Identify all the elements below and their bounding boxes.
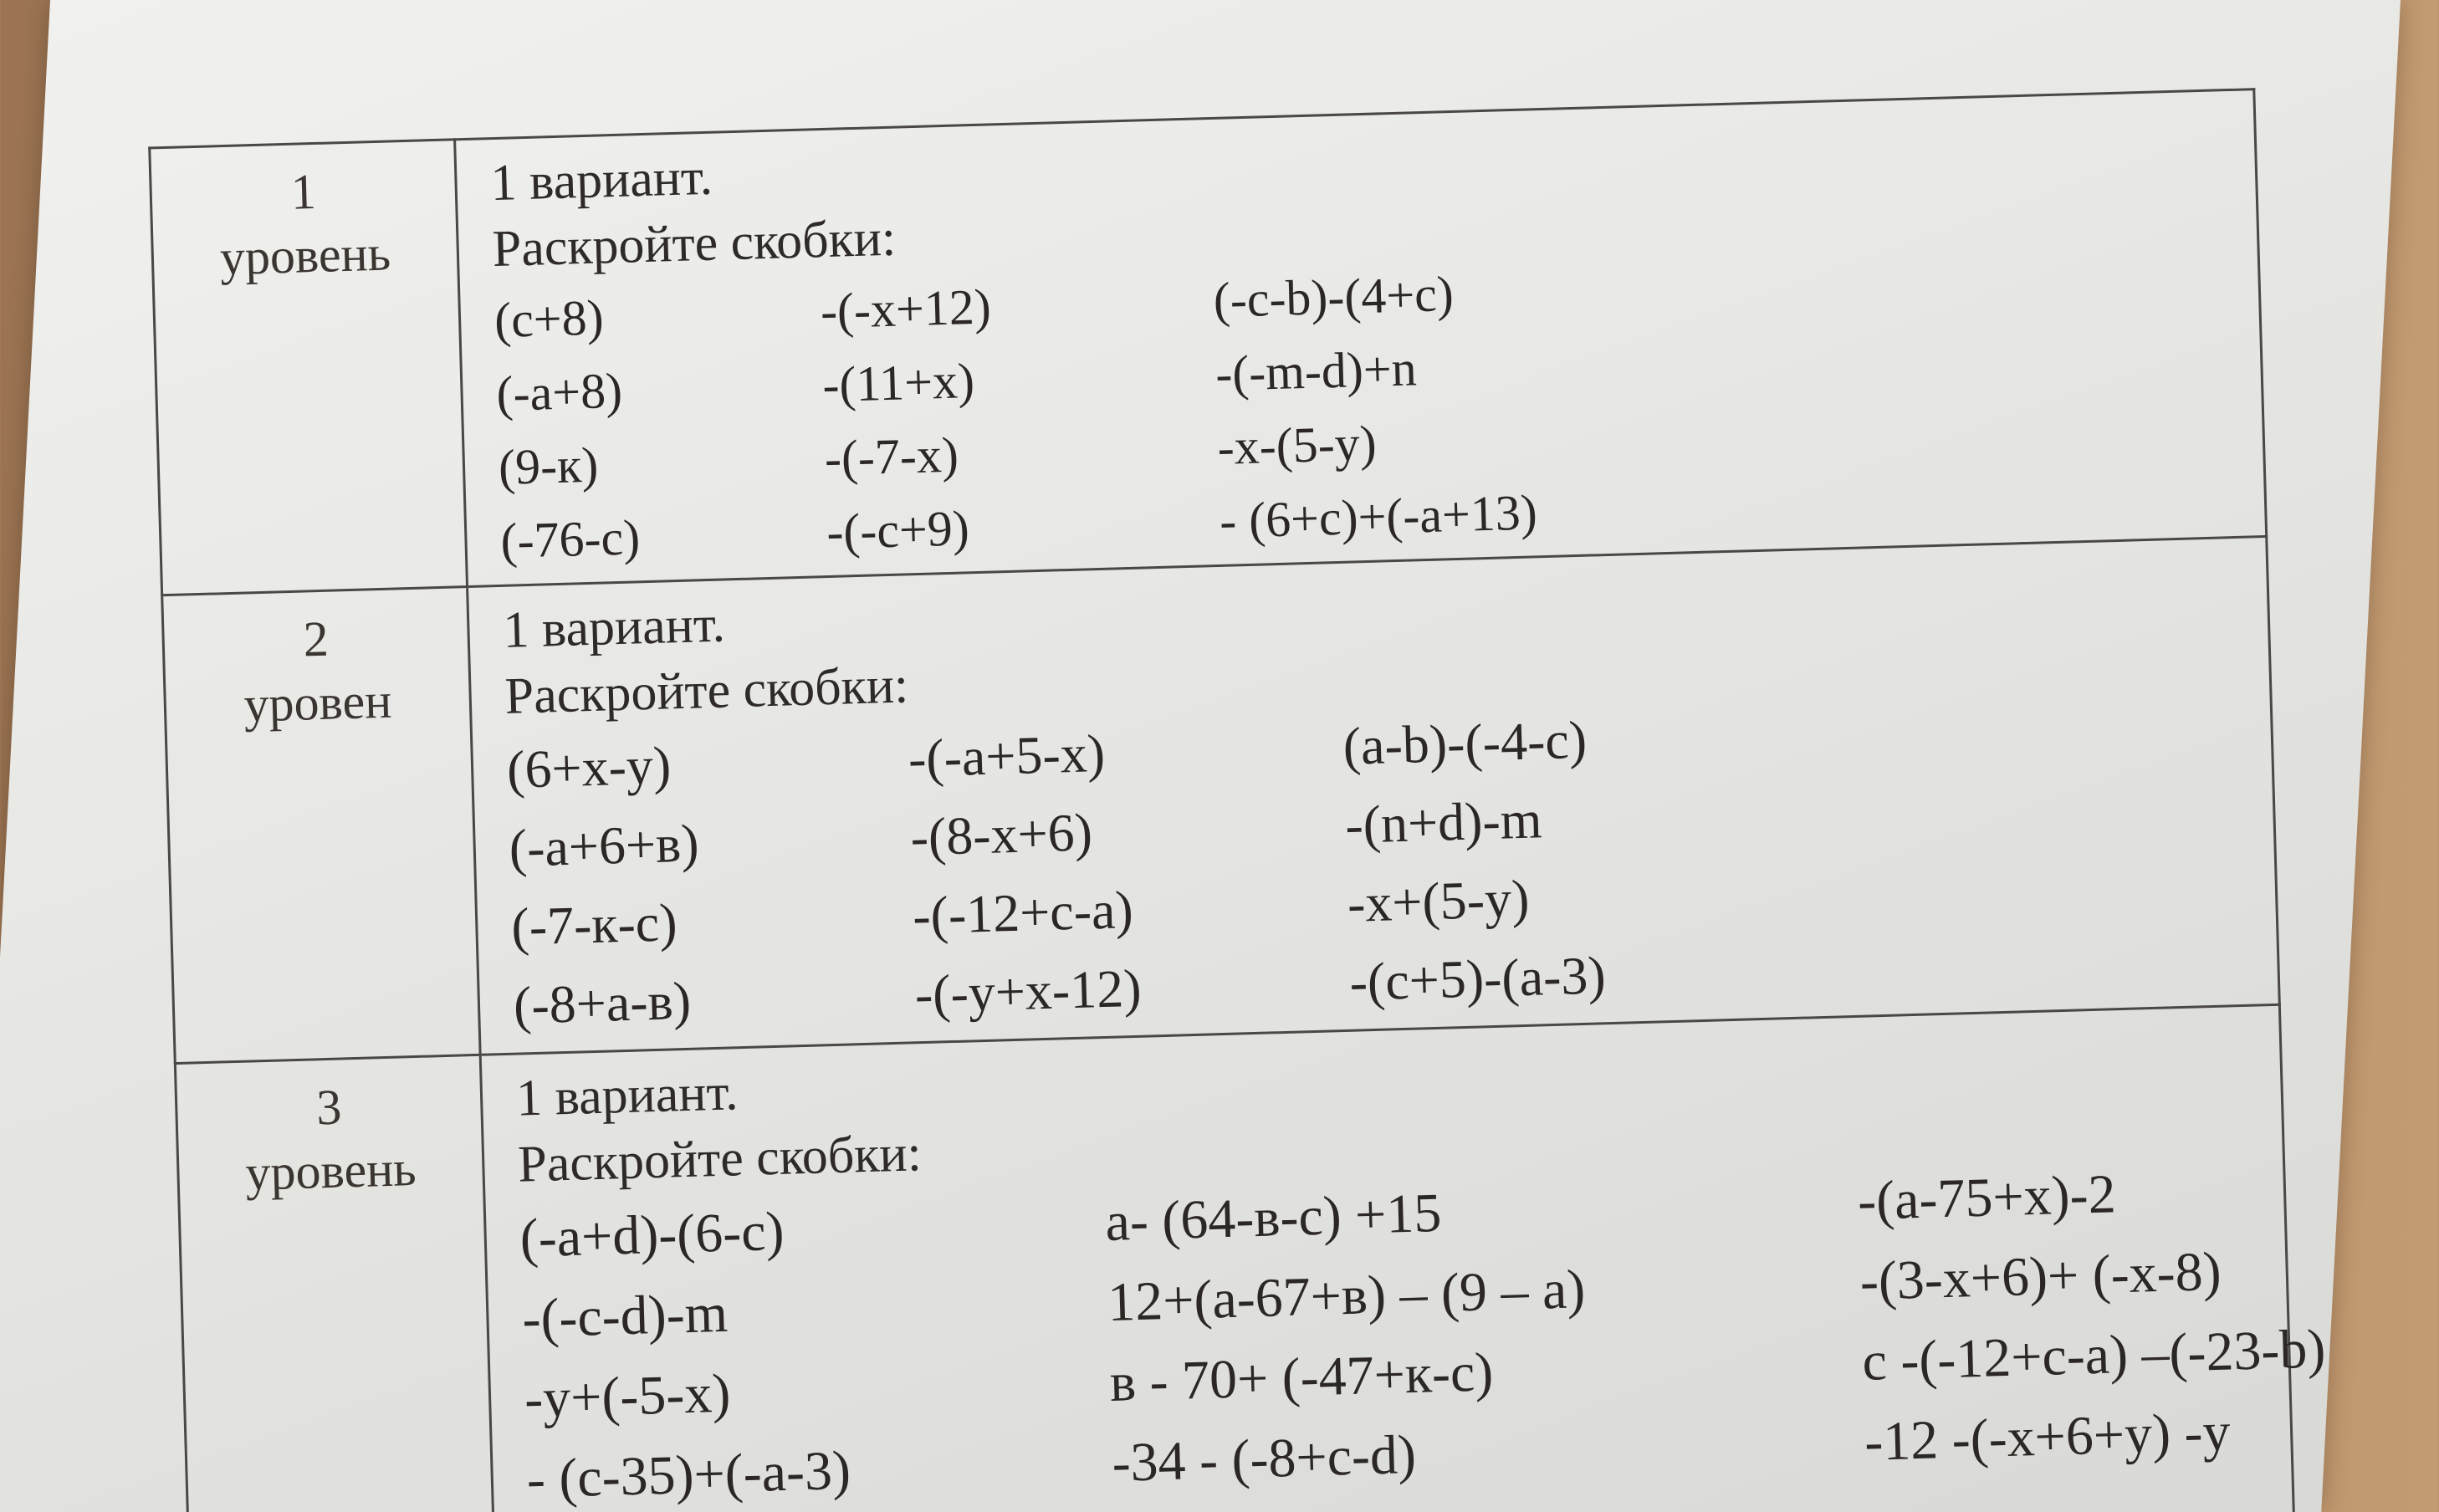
variant-label: 1 вариант. <box>515 1064 739 1127</box>
expression-grid <box>506 682 2258 1045</box>
expression: -(с+5)-(а-3) <box>1348 945 1607 1012</box>
expression: -(-с-d)-m <box>521 1282 729 1350</box>
expression: -34 - (-8+с-d) <box>1111 1423 1417 1494</box>
expression: -(-х+12) <box>820 278 992 340</box>
level-cell-3 <box>175 1055 495 1512</box>
task-cell-1 <box>455 89 2267 587</box>
expression: (-с-b)-(4+с) <box>1212 266 1455 329</box>
level-row-2 <box>162 536 2280 1063</box>
instruction-text: Раскройте скобки: <box>517 1125 923 1193</box>
level-word: уровен <box>243 672 393 733</box>
level-row-1 <box>150 89 2267 595</box>
variant-label: 1 вариант. <box>502 595 726 659</box>
expression: -х-(5-у) <box>1216 415 1378 475</box>
variant-label: 1 вариант. <box>489 148 713 212</box>
expression: -(а-75+х)-2 <box>1857 1163 2117 1232</box>
expression: - (с-35)+(-а-3) <box>525 1439 851 1510</box>
instruction-text: Раскройте скобки: <box>504 656 909 725</box>
expression: -(-12+с-а) <box>912 880 1134 946</box>
expression: -(-7-х) <box>824 427 959 487</box>
expression: -(-с+9) <box>826 500 970 560</box>
expression: -12 -(-х+6+у) -у <box>1864 1401 2232 1473</box>
expression: -у+(-5-х) <box>524 1362 732 1430</box>
expression: (-а+d)-(6-с) <box>519 1200 785 1269</box>
level-word: уровень <box>244 1141 417 1201</box>
expression: (-а+6+в) <box>508 813 700 878</box>
expression: (9-к) <box>498 437 600 495</box>
expression: - (6+с)+(-а+13) <box>1219 484 1538 549</box>
expression: -(n+d)-m <box>1344 789 1543 855</box>
expression: -(-а+5-х) <box>907 723 1106 789</box>
expression: -х+(5-у) <box>1347 868 1531 933</box>
expression: (-7-к-с) <box>510 892 678 957</box>
expression: (-76-с) <box>499 509 641 569</box>
expression: 12+(а-67+в) – (9 – а) <box>1107 1259 1587 1334</box>
expression: (-а+8) <box>495 362 623 421</box>
level-cell-1 <box>150 140 468 595</box>
expression: -(11+х) <box>821 353 975 413</box>
expression: -(3-х+6)+ (-х-8) <box>1859 1240 2222 1312</box>
expression: (с+8) <box>493 289 605 349</box>
expression: -(-m-d)+n <box>1214 340 1418 401</box>
expression-grid <box>519 1150 2327 1512</box>
level-number: 1 <box>289 163 317 220</box>
level-word: уровень <box>218 225 391 286</box>
expression: -(8-х+6) <box>909 802 1093 867</box>
expression: с -(-12+с-а) –(-23-b) <box>1861 1318 2327 1392</box>
expression: (-8+а-в) <box>513 970 692 1035</box>
task-cell-2 <box>468 536 2280 1055</box>
worksheet-table <box>148 88 2327 1512</box>
worksheet <box>148 88 2327 1512</box>
expression: в - 70+ (-47+к-с) <box>1108 1341 1495 1413</box>
task-cell-3 <box>480 1004 2327 1512</box>
level-row-3 <box>175 1004 2294 1512</box>
expression: (6+х-у) <box>506 735 672 799</box>
expression-grid <box>493 235 2245 578</box>
expression: а- (64-в-с) +15 <box>1104 1182 1443 1254</box>
level-number: 3 <box>315 1079 343 1136</box>
expression: -(-у+х-12) <box>913 958 1143 1024</box>
level-cell-2 <box>162 587 480 1064</box>
instruction-text: Раскройте скобки: <box>491 209 897 278</box>
level-number: 2 <box>302 610 330 667</box>
expression: (а-b)-(-4-с) <box>1342 709 1588 776</box>
